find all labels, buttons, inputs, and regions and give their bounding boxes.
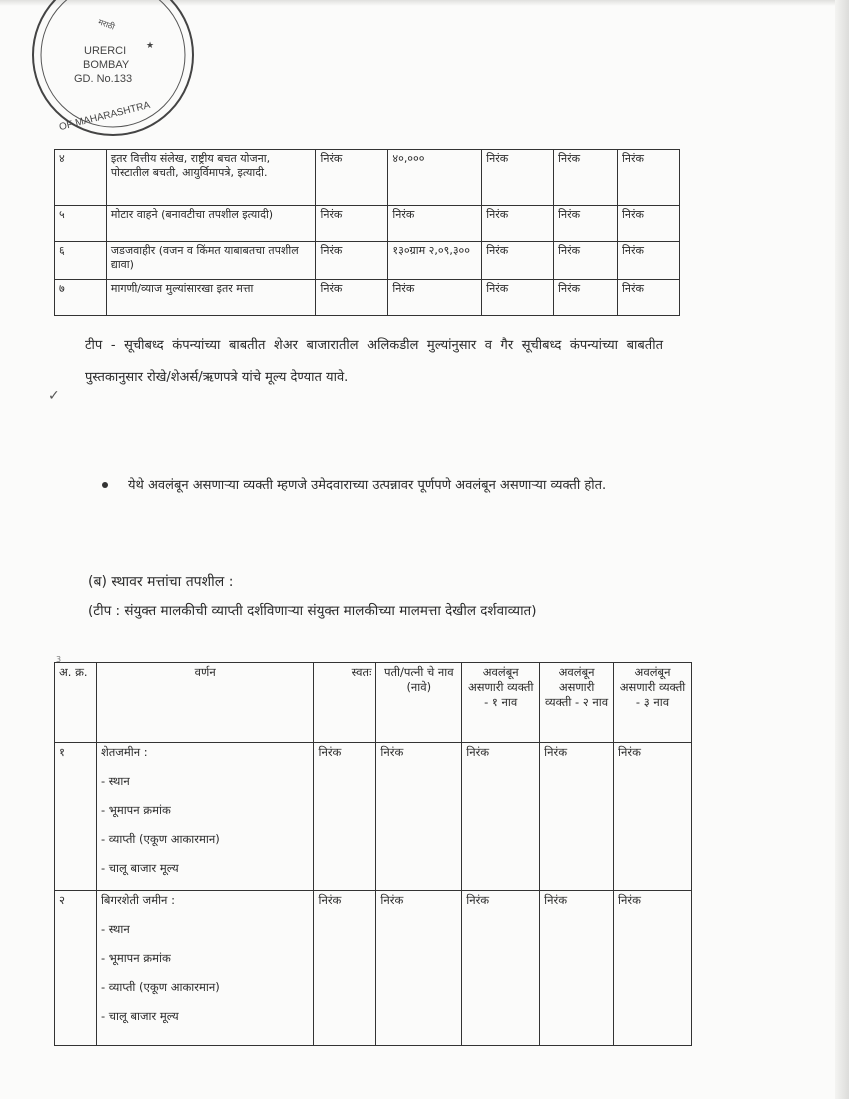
sub-item: - स्थान <box>100 922 130 936</box>
section-b-note: (टीप : संयुक्त मालकीची व्याप्ती दर्शविणाऱ्या संयुक्त मालकीच्या मालमत्ता देखील दर्शवाव्यात) <box>88 603 537 619</box>
cell-value: निरंक <box>554 150 618 206</box>
sub-item: - व्याप्ती (एकूण आकारमान) <box>100 832 220 846</box>
cell-value: निरंक <box>482 150 554 206</box>
cell-value: निरंक <box>540 891 614 1046</box>
table-row <box>55 150 680 206</box>
table-row <box>55 242 680 280</box>
table-row <box>55 891 692 1046</box>
row-description: मोटार वाहने (बनावटीचा तपशील इत्यादी) <box>106 206 316 242</box>
cell-value: निरंक <box>388 206 482 242</box>
seal-line-2: BOMBAY <box>83 59 130 71</box>
sub-item: - चालू बाजार मूल्य <box>100 861 179 875</box>
cell-value: निरंक <box>316 150 388 206</box>
movable-assets-table <box>54 149 680 316</box>
valuation-note: टीप - सूचीबध्द कंपन्यांच्या बाबतीत शेअर बाजारातील अलिकडील मुल्यांनुसार व गैर सूचीबध्द कंपन्यांच्या बाबतीत पुस्तकानुसार रोखे/शेअर्स/ऋणपत्रे यांचे मूल्य देण्यात यावे. <box>85 338 663 385</box>
cell-value: निरंक <box>462 891 540 1046</box>
immovable-assets-table <box>54 662 692 1046</box>
cell-value: १३०ग्राम २,०९,३०० <box>388 242 482 280</box>
header-dependent-1: अवलंबून असणारी व्यक्ती - १ नाव <box>462 663 540 743</box>
cell-value: निरंक <box>314 891 376 1046</box>
cell-value: निरंक <box>482 280 554 316</box>
cell-value: निरंक <box>316 206 388 242</box>
cell-value: निरंक <box>618 280 680 316</box>
sub-item: - भूमापन क्रमांक <box>100 951 171 965</box>
cell-value: निरंक <box>540 743 614 891</box>
cell-value: निरंक <box>376 891 462 1046</box>
table-row <box>55 206 680 242</box>
cell-value: निरंक <box>462 743 540 891</box>
header-dependent-2: अवलंबून असणारी व्यक्ती - २ नाव <box>540 663 614 743</box>
row-number: ७ <box>55 280 107 316</box>
dependent-definition: येथे अवलंबून असणाऱ्या व्यक्ती म्हणजे उमेदवाराच्या उत्पन्नावर पूर्णपणे अवलंबून असणाऱ्या व्यक्ती होत. <box>128 478 607 493</box>
bullet-icon <box>102 482 108 488</box>
row-description <box>96 891 314 1046</box>
seal-arc-text: OF MAHARASHTRA <box>58 99 152 134</box>
cell-value: निरंक <box>388 280 482 316</box>
sub-item: - चालू बाजार मूल्य <box>100 1009 179 1023</box>
cell-value: निरंक <box>376 743 462 891</box>
cell-value: निरंक <box>618 206 680 242</box>
cell-value: निरंक <box>554 280 618 316</box>
header-description: वर्णन <box>96 663 314 743</box>
cell-value: निरंक <box>482 206 554 242</box>
page-right-edge <box>835 0 849 1099</box>
row-title: शेतजमीन : <box>100 745 148 759</box>
seal-top-text: मराठी <box>96 17 116 32</box>
header-dependent-3: अवलंबून असणारी व्यक्ती - ३ नाव <box>614 663 692 743</box>
sub-item: - भूमापन क्रमांक <box>100 803 171 817</box>
seal-line-3: GD. No.133 <box>74 73 133 85</box>
cell-value: निरंक <box>614 743 692 891</box>
cell-value: निरंक <box>614 891 692 1046</box>
cell-value: निरंक <box>618 150 680 206</box>
registration-seal <box>28 0 198 140</box>
row-description: मागणी/व्याज मुल्यांसारखा इतर मत्ता <box>106 280 316 316</box>
row-number: १ <box>55 743 97 891</box>
cell-value: निरंक <box>554 206 618 242</box>
header-serial: अ. क्र. <box>55 663 97 743</box>
cell-value: निरंक <box>314 743 376 891</box>
cell-value: निरंक <box>316 280 388 316</box>
cell-value: निरंक <box>618 242 680 280</box>
row-title: बिगरशेती जमीन : <box>100 893 175 907</box>
cell-value: निरंक <box>316 242 388 280</box>
seal-line-1: URERCI <box>84 45 127 57</box>
cell-value: निरंक <box>554 242 618 280</box>
cell-value: ४०,००० <box>388 150 482 206</box>
row-number: २ <box>55 891 97 1046</box>
margin-tick-mark: ✓ <box>48 388 60 404</box>
row-description <box>96 743 314 891</box>
sub-item: - व्याप्ती (एकूण आकारमान) <box>100 980 220 994</box>
page-mark: 3 <box>56 655 62 664</box>
header-spouse: पती/पत्नी चे नाव (नावे) <box>376 663 462 743</box>
table-header-row <box>55 663 692 743</box>
row-description: जडजवाहीर (वजन व किंमत याबाबतचा तपशील द्यावा) <box>106 242 316 280</box>
header-self: स्वतः <box>314 663 376 743</box>
sub-item: - स्थान <box>100 774 130 788</box>
table-row <box>55 743 692 891</box>
row-number: ६ <box>55 242 107 280</box>
svg-text:★: ★ <box>146 41 155 51</box>
row-number: ५ <box>55 206 107 242</box>
row-description: इतर वित्तीय संलेख, राष्ट्रीय बचत योजना, पोस्टातील बचती, आयुर्विमापत्रे, इत्यादी. <box>106 150 316 206</box>
table-row <box>55 280 680 316</box>
row-number: ४ <box>55 150 107 206</box>
cell-value: निरंक <box>482 242 554 280</box>
section-b-heading: (ब) स्थावर मत्तांचा तपशील : <box>88 574 234 590</box>
